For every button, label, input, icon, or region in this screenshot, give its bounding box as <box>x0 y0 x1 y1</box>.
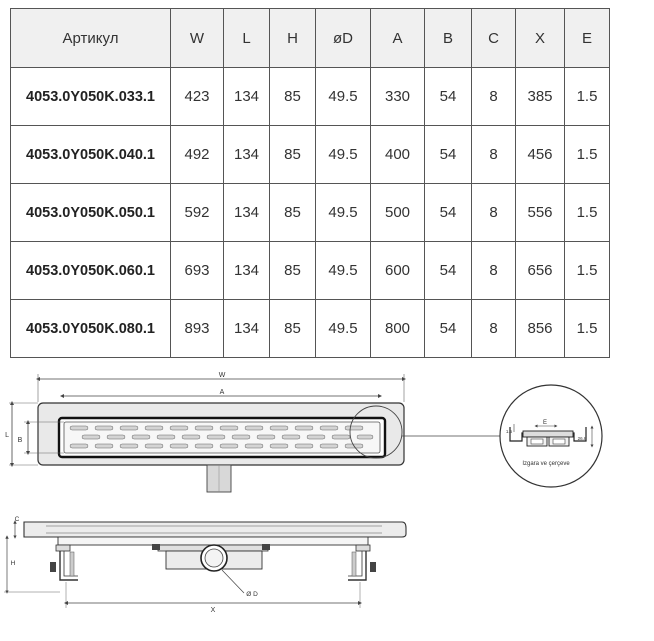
table-cell: 134 <box>224 126 270 184</box>
dim-label-d: Ø D <box>246 591 258 598</box>
side-outlet <box>152 544 270 571</box>
dim-label-x: X <box>210 607 216 614</box>
table-cell: 693 <box>171 242 224 300</box>
table-cell: 656 <box>516 242 565 300</box>
detail-view <box>500 385 602 487</box>
article-cell: 4053.0Y050K.050.1 <box>11 184 171 242</box>
table-cell: 856 <box>516 300 565 358</box>
header-cell: øD <box>316 9 371 68</box>
technical-drawing <box>0 362 654 641</box>
table-cell: 85 <box>270 242 316 300</box>
dim-label-b: B <box>17 437 23 444</box>
table-cell: 8 <box>472 300 516 358</box>
table-cell: 592 <box>171 184 224 242</box>
dim-label-w: W <box>218 372 226 379</box>
table-row <box>11 300 610 358</box>
table-cell: 54 <box>425 68 472 126</box>
table-cell: 134 <box>224 242 270 300</box>
table-cell: 49.5 <box>316 300 371 358</box>
table-cell: 1.5 <box>565 184 610 242</box>
table-row <box>11 126 610 184</box>
table-cell: 1.5 <box>565 126 610 184</box>
table-cell: 500 <box>371 184 425 242</box>
table-header-row <box>11 9 610 68</box>
right-support-leg <box>348 545 376 580</box>
table-cell: 1.5 <box>565 242 610 300</box>
side-view <box>4 516 406 614</box>
article-cell: 4053.0Y050K.033.1 <box>11 68 171 126</box>
table-cell: 1.5 <box>565 300 610 358</box>
article-cell: 4053.0Y050K.060.1 <box>11 242 171 300</box>
table-cell: 54 <box>425 184 472 242</box>
table-row <box>11 184 610 242</box>
table-cell: 54 <box>425 242 472 300</box>
table-cell: 8 <box>472 68 516 126</box>
table-cell: 8 <box>472 242 516 300</box>
table-row <box>11 242 610 300</box>
detail-dim-left: 1.5 <box>505 429 513 434</box>
detail-label-e: E <box>542 420 548 426</box>
table-cell: 49.5 <box>316 126 371 184</box>
dim-label-c: C <box>14 516 20 523</box>
table-cell: 134 <box>224 300 270 358</box>
side-plate <box>24 522 406 537</box>
table-cell: 49.5 <box>316 242 371 300</box>
table-cell: 85 <box>270 184 316 242</box>
detail-caption: Izgara ve çerçeve <box>522 461 570 467</box>
header-cell: A <box>371 9 425 68</box>
table-cell: 8 <box>472 184 516 242</box>
table-cell: 893 <box>171 300 224 358</box>
detail-dim-right: 26.8 <box>577 436 587 441</box>
table-row <box>11 68 610 126</box>
article-cell: 4053.0Y050K.080.1 <box>11 300 171 358</box>
article-cell: 4053.0Y050K.040.1 <box>11 126 171 184</box>
table-cell: 134 <box>224 68 270 126</box>
table-cell: 492 <box>171 126 224 184</box>
table-cell: 423 <box>171 68 224 126</box>
table-cell: 49.5 <box>316 68 371 126</box>
dim-label-l: L <box>5 432 9 439</box>
table-cell: 330 <box>371 68 425 126</box>
header-cell: L <box>224 9 270 68</box>
dim-label-a: A <box>219 389 225 396</box>
dim-label-h: H <box>10 560 16 567</box>
table-cell: 85 <box>270 68 316 126</box>
header-cell: E <box>565 9 610 68</box>
table-cell: 600 <box>371 242 425 300</box>
spec-table <box>10 8 610 358</box>
top-view <box>5 372 500 492</box>
table-cell: 400 <box>371 126 425 184</box>
table-cell: 456 <box>516 126 565 184</box>
table-cell: 54 <box>425 126 472 184</box>
left-support-leg <box>50 545 78 580</box>
table-cell: 85 <box>270 126 316 184</box>
header-cell: C <box>472 9 516 68</box>
table-cell: 1.5 <box>565 68 610 126</box>
table-cell: 556 <box>516 184 565 242</box>
table-cell: 8 <box>472 126 516 184</box>
table-cell: 134 <box>224 184 270 242</box>
header-cell: W <box>171 9 224 68</box>
table-cell: 800 <box>371 300 425 358</box>
header-cell: Артикул <box>11 9 171 68</box>
table-cell: 85 <box>270 300 316 358</box>
header-cell: B <box>425 9 472 68</box>
table-cell: 385 <box>516 68 565 126</box>
table-cell: 54 <box>425 300 472 358</box>
header-cell: H <box>270 9 316 68</box>
table-cell: 49.5 <box>316 184 371 242</box>
header-cell: X <box>516 9 565 68</box>
